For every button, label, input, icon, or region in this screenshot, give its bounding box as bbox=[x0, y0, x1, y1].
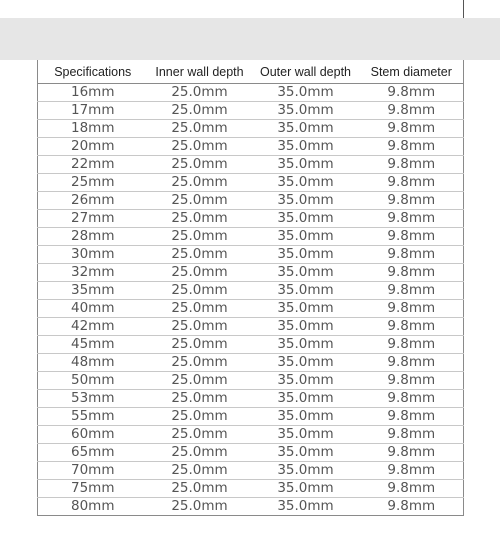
cell-specification: 27mm bbox=[38, 210, 148, 228]
cell-inner-wall-depth: 25.0mm bbox=[148, 480, 252, 498]
cell-stem-diameter: 9.8mm bbox=[360, 228, 464, 246]
cell-inner-wall-depth: 25.0mm bbox=[148, 102, 252, 120]
table-row bbox=[38, 282, 464, 300]
cell-specification: 26mm bbox=[38, 192, 148, 210]
cell-inner-wall-depth: 25.0mm bbox=[148, 282, 252, 300]
cell-specification: 75mm bbox=[38, 480, 148, 498]
cell-inner-wall-depth: 25.0mm bbox=[148, 390, 252, 408]
cell-specification: 42mm bbox=[38, 318, 148, 336]
table-row bbox=[38, 156, 464, 174]
table-row bbox=[38, 462, 464, 480]
cell-inner-wall-depth: 25.0mm bbox=[148, 372, 252, 390]
cell-stem-diameter: 9.8mm bbox=[360, 264, 464, 282]
table-row bbox=[38, 300, 464, 318]
table-row bbox=[38, 210, 464, 228]
table-row bbox=[38, 84, 464, 102]
cell-specification: 40mm bbox=[38, 300, 148, 318]
cell-stem-diameter: 9.8mm bbox=[360, 84, 464, 102]
cell-stem-diameter: 9.8mm bbox=[360, 138, 464, 156]
cell-outer-wall-depth: 35.0mm bbox=[252, 192, 360, 210]
cell-stem-diameter: 9.8mm bbox=[360, 444, 464, 462]
cell-inner-wall-depth: 25.0mm bbox=[148, 156, 252, 174]
table-row bbox=[38, 120, 464, 138]
cell-specification: 28mm bbox=[38, 228, 148, 246]
cell-specification: 25mm bbox=[38, 174, 148, 192]
cell-outer-wall-depth: 35.0mm bbox=[252, 426, 360, 444]
cell-inner-wall-depth: 25.0mm bbox=[148, 354, 252, 372]
cell-outer-wall-depth: 35.0mm bbox=[252, 336, 360, 354]
cell-stem-diameter: 9.8mm bbox=[360, 210, 464, 228]
cell-inner-wall-depth: 25.0mm bbox=[148, 318, 252, 336]
cell-outer-wall-depth: 35.0mm bbox=[277, 498, 334, 514]
table-row bbox=[38, 228, 464, 246]
cell-stem-diameter: 9.8mm bbox=[360, 318, 464, 336]
table-row bbox=[38, 246, 464, 264]
cell-specification: 30mm bbox=[38, 246, 148, 264]
table-row bbox=[38, 192, 464, 210]
cell-specification: 20mm bbox=[38, 138, 148, 156]
cell-specification: 70mm bbox=[38, 462, 148, 480]
cell-stem-diameter: 9.8mm bbox=[360, 282, 464, 300]
cell-specification: 53mm bbox=[38, 390, 148, 408]
cell-outer-wall-depth: 35.0mm bbox=[252, 318, 360, 336]
cell-inner-wall-depth: 25.0mm bbox=[148, 84, 252, 102]
cell-inner-wall-depth: 25.0mm bbox=[148, 462, 252, 480]
cell-stem-diameter: 9.8mm bbox=[360, 462, 464, 480]
cell-outer-wall-depth: 35.0mm bbox=[252, 354, 360, 372]
specifications-table bbox=[37, 60, 464, 516]
cell-stem-diameter: 9.8mm bbox=[360, 120, 464, 138]
cell-outer-wall-depth: 35.0mm bbox=[252, 408, 360, 426]
cell-outer-wall-depth: 35.0mm bbox=[252, 372, 360, 390]
top-divider-line bbox=[463, 0, 464, 18]
cell-stem-diameter: 9.8mm bbox=[360, 156, 464, 174]
cell-inner-wall-depth: 25.0mm bbox=[148, 174, 252, 192]
cell-specification: 17mm bbox=[38, 102, 148, 120]
cell-stem-diameter: 9.8mm bbox=[360, 246, 464, 264]
table-row bbox=[38, 336, 464, 354]
cell-outer-wall-depth: 35.0mm bbox=[252, 480, 360, 498]
cell-outer-wall-depth: 35.0mm bbox=[252, 300, 360, 318]
cell-inner-wall-depth: 25.0mm bbox=[148, 426, 252, 444]
table-row bbox=[38, 444, 464, 462]
cell-inner-wall-depth: 25.0mm bbox=[148, 336, 252, 354]
cell-specification: 35mm bbox=[38, 282, 148, 300]
cell-specification: 48mm bbox=[38, 354, 148, 372]
cell-inner-wall-depth: 25.0mm bbox=[148, 192, 252, 210]
cell-stem-diameter: 9.8mm bbox=[360, 408, 464, 426]
cell-stem-diameter: 9.8mm bbox=[360, 426, 464, 444]
header-inner-wall-depth: Inner wall depth bbox=[148, 60, 252, 84]
table-row bbox=[38, 102, 464, 120]
cell-inner-wall-depth: 25.0mm bbox=[148, 408, 252, 426]
header-band bbox=[0, 18, 500, 60]
cell-specification: 50mm bbox=[38, 372, 148, 390]
cell-outer-wall-depth: 35.0mm bbox=[252, 120, 360, 138]
table-row bbox=[38, 264, 464, 282]
cell-stem-diameter: 9.8mm bbox=[360, 480, 464, 498]
cell-outer-wall-depth: 35.0mm bbox=[252, 174, 360, 192]
cell-outer-wall-depth: 35.0mm bbox=[252, 156, 360, 174]
cell-inner-wall-depth: 25.0mm bbox=[148, 264, 252, 282]
cell-specification: 65mm bbox=[38, 444, 148, 462]
table-row bbox=[38, 174, 464, 192]
cell-stem-diameter: 9.8mm bbox=[360, 336, 464, 354]
cell-outer-wall-depth: 35.0mm bbox=[252, 444, 360, 462]
cell-outer-wall-depth: 35.0mm bbox=[252, 282, 360, 300]
header-outer-wall-depth: Outer wall depth bbox=[252, 60, 360, 84]
cell-stem-diameter: 9.8mm bbox=[360, 354, 464, 372]
cell-inner-wall-depth: 25.0mm bbox=[148, 246, 252, 264]
cell-stem-diameter: 9.8mm bbox=[360, 102, 464, 120]
table-row bbox=[38, 426, 464, 444]
cell-specification: 60mm bbox=[38, 426, 148, 444]
cell-outer-wall-depth: 35.0mm bbox=[252, 210, 360, 228]
cell-outer-wall-depth: 35.0mm bbox=[252, 246, 360, 264]
cell-inner-wall-depth: 25.0mm bbox=[148, 120, 252, 138]
cell-outer-wall-depth: 35.0mm bbox=[252, 84, 360, 102]
table-row bbox=[38, 372, 464, 390]
cell-specification: 32mm bbox=[38, 264, 148, 282]
cell-specification: 55mm bbox=[38, 408, 148, 426]
table-header-row bbox=[38, 60, 464, 84]
table-row bbox=[38, 318, 464, 336]
table-row bbox=[38, 390, 464, 408]
cell-outer-wall-depth: 35.0mm bbox=[252, 264, 360, 282]
cell-inner-wall-depth: 25.0mm bbox=[148, 228, 252, 246]
table-body bbox=[38, 84, 464, 516]
cell-specification: 22mm bbox=[38, 156, 148, 174]
cell-specification: 80mm bbox=[71, 498, 115, 514]
header-stem-diameter: Stem diameter bbox=[360, 60, 464, 84]
cell-outer-wall-depth: 35.0mm bbox=[252, 228, 360, 246]
cell-stem-diameter: 9.8mm bbox=[360, 174, 464, 192]
table-row bbox=[38, 498, 464, 516]
cell-specification: 45mm bbox=[38, 336, 148, 354]
cell-outer-wall-depth: 35.0mm bbox=[252, 390, 360, 408]
cell-outer-wall-depth: 35.0mm bbox=[252, 102, 360, 120]
header-specifications: Specifications bbox=[38, 60, 148, 84]
cell-inner-wall-depth: 25.0mm bbox=[148, 138, 252, 156]
cell-inner-wall-depth: 25.0mm bbox=[148, 210, 252, 228]
cell-outer-wall-depth: 35.0mm bbox=[252, 138, 360, 156]
cell-stem-diameter: 9.8mm bbox=[360, 300, 464, 318]
table-row bbox=[38, 138, 464, 156]
cell-specification: 16mm bbox=[38, 84, 148, 102]
cell-stem-diameter: 9.8mm bbox=[360, 372, 464, 390]
table-row bbox=[38, 408, 464, 426]
cell-outer-wall-depth: 35.0mm bbox=[252, 462, 360, 480]
cell-specification: 18mm bbox=[38, 120, 148, 138]
cell-inner-wall-depth: 25.0mm bbox=[171, 498, 228, 514]
cell-stem-diameter: 9.8mm bbox=[360, 192, 464, 210]
cell-stem-diameter: 9.8mm bbox=[387, 498, 436, 514]
cell-inner-wall-depth: 25.0mm bbox=[148, 300, 252, 318]
table-row bbox=[38, 480, 464, 498]
cell-inner-wall-depth: 25.0mm bbox=[148, 444, 252, 462]
table-row bbox=[38, 354, 464, 372]
cell-stem-diameter: 9.8mm bbox=[360, 390, 464, 408]
